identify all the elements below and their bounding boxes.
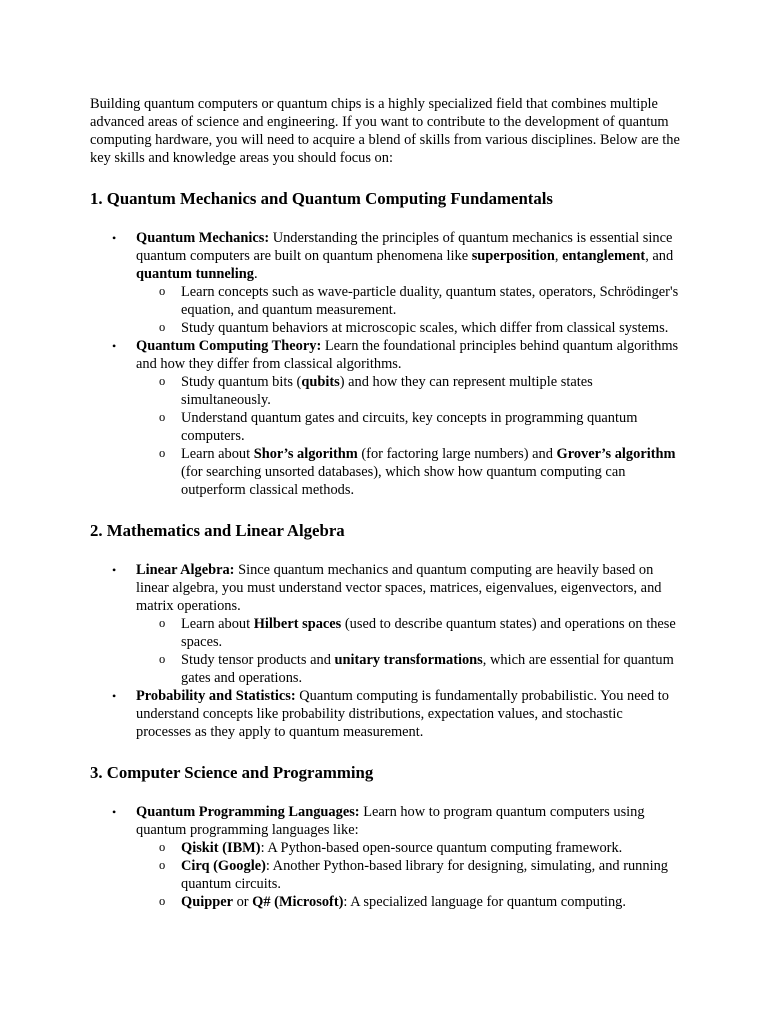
term-qiskit: Qiskit (IBM) bbox=[181, 840, 261, 856]
item-term: Quantum Programming Languages: bbox=[136, 804, 360, 820]
section-1-heading: 1. Quantum Mechanics and Quantum Computing Fundamentals bbox=[90, 189, 553, 208]
item-term: Quantum Mechanics: bbox=[136, 230, 270, 246]
sub-item-text: Study tensor products and bbox=[181, 652, 335, 668]
term-entanglement: entanglement bbox=[562, 248, 646, 264]
sub-list-item bbox=[136, 445, 680, 499]
sub-item-text: Learn concepts such as wave-particle duality, quantum states, operators, Schrödinger's equation, and quantum measurement. bbox=[181, 284, 679, 318]
document-page bbox=[90, 95, 680, 911]
item-text: , bbox=[554, 248, 563, 264]
circle-bullet-icon: o bbox=[159, 894, 166, 908]
section-2-heading: 2. Mathematics and Linear Algebra bbox=[90, 521, 345, 540]
section-1-list bbox=[90, 229, 680, 499]
sub-item-text: ) and how they can represent multiple states simultaneously. bbox=[181, 374, 593, 408]
item-text: Learn how to program quantum computers using quantum programming languages like: bbox=[136, 804, 645, 838]
sub-item-text: (used to describe quantum states) and operations on these spaces. bbox=[181, 616, 676, 650]
bullet-icon: • bbox=[112, 563, 117, 577]
list-item bbox=[90, 229, 680, 337]
bullet-icon: • bbox=[112, 231, 117, 245]
sub-item-text: : Another Python-based library for designing, simulating, and running quantum circuits. bbox=[181, 858, 668, 892]
term-shors-algorithm: Shor’s algorithm bbox=[253, 446, 358, 462]
term-superposition: superposition bbox=[471, 248, 555, 264]
section-3-list bbox=[90, 803, 680, 911]
sub-item-text: (for factoring large numbers) and bbox=[357, 446, 557, 462]
term-quantum-tunneling: quantum tunneling bbox=[136, 266, 254, 282]
sub-list-item bbox=[136, 651, 680, 687]
item-text: . bbox=[253, 266, 258, 282]
sub-item-text: Study quantum bits ( bbox=[181, 374, 302, 390]
sub-item-text: Study quantum behaviors at microscopic scales, which differ from classical systems. bbox=[181, 320, 669, 336]
term-quipper: Quipper bbox=[181, 894, 233, 910]
term-unitary-transformations: unitary transformations bbox=[334, 652, 483, 668]
circle-bullet-icon: o bbox=[159, 858, 166, 872]
item-text: Learn the foundational principles behind quantum algorithms and how they differ from classical algorithms. bbox=[136, 338, 679, 372]
sub-list bbox=[136, 615, 680, 687]
list-item bbox=[90, 687, 680, 741]
item-text: Quantum computing is fundamentally probabilistic. You need to understand concepts like probability distributions, expectation values, and stochastic processes as they apply to quantum measurement. bbox=[136, 688, 669, 740]
sub-list-item bbox=[136, 839, 680, 857]
sub-list-item bbox=[136, 319, 680, 337]
bullet-icon: • bbox=[112, 689, 117, 703]
term-grovers-algorithm: Grover’s algorithm bbox=[556, 446, 676, 462]
item-text: Since quantum mechanics and quantum computing are heavily based on linear algebra, you must understand vector spaces, matrices, eigenvalues, eigenvectors, and matrix operations. bbox=[136, 562, 662, 614]
bullet-icon: • bbox=[112, 805, 117, 819]
list-item bbox=[90, 561, 680, 687]
circle-bullet-icon: o bbox=[159, 652, 166, 666]
sub-list-item bbox=[136, 373, 680, 409]
sub-item-text: : A Python-based open-source quantum computing framework. bbox=[260, 840, 623, 856]
term-qubits: qubits bbox=[301, 374, 340, 390]
item-term: Linear Algebra: bbox=[136, 562, 235, 578]
sub-list-item bbox=[136, 409, 680, 445]
sub-list-item bbox=[136, 615, 680, 651]
circle-bullet-icon: o bbox=[159, 374, 166, 388]
sub-item-text: Learn about bbox=[181, 616, 254, 632]
sub-item-text: Understand quantum gates and circuits, key concepts in programming quantum computers. bbox=[181, 410, 638, 444]
sub-item-text: or bbox=[232, 894, 253, 910]
sub-list-item bbox=[136, 857, 680, 893]
circle-bullet-icon: o bbox=[159, 616, 166, 630]
circle-bullet-icon: o bbox=[159, 320, 166, 334]
term-cirq: Cirq (Google) bbox=[181, 858, 266, 874]
bullet-icon: • bbox=[112, 339, 117, 353]
list-item bbox=[90, 803, 680, 911]
circle-bullet-icon: o bbox=[159, 284, 166, 298]
sub-list bbox=[136, 373, 680, 499]
item-term: Probability and Statistics: bbox=[136, 688, 296, 704]
sub-item-text: , which are essential for quantum gates and operations. bbox=[181, 652, 674, 686]
section-3-heading: 3. Computer Science and Programming bbox=[90, 763, 374, 782]
circle-bullet-icon: o bbox=[159, 410, 166, 424]
section-2-list bbox=[90, 561, 680, 741]
sub-item-text: Learn about bbox=[181, 446, 254, 462]
term-hilbert-spaces: Hilbert spaces bbox=[253, 616, 342, 632]
sub-item-text: (for searching unsorted databases), which show how quantum computing can outperform classical methods. bbox=[181, 464, 626, 498]
term-qsharp: Q# (Microsoft) bbox=[252, 894, 344, 910]
sub-list-item bbox=[136, 283, 680, 319]
sub-list-item bbox=[136, 893, 680, 911]
circle-bullet-icon: o bbox=[159, 446, 166, 460]
circle-bullet-icon: o bbox=[159, 840, 166, 854]
sub-list bbox=[136, 283, 680, 337]
sub-list bbox=[136, 839, 680, 911]
item-text: Understanding the principles of quantum mechanics is essential since quantum computers are built on quantum phenomena like bbox=[136, 230, 673, 264]
intro-paragraph: Building quantum computers or quantum chips is a highly specialized field that combines multiple advanced areas of science and engineering. If you want to contribute to the development of quantum computing hardware, you will need to acquire a blend of skills from various disciplines. Below are the key skills and knowledge areas you should focus on: bbox=[90, 96, 680, 166]
sub-item-text: : A specialized language for quantum computing. bbox=[343, 894, 626, 910]
item-term: Quantum Computing Theory: bbox=[136, 338, 322, 354]
list-item bbox=[90, 337, 680, 499]
item-text: , and bbox=[645, 248, 674, 264]
